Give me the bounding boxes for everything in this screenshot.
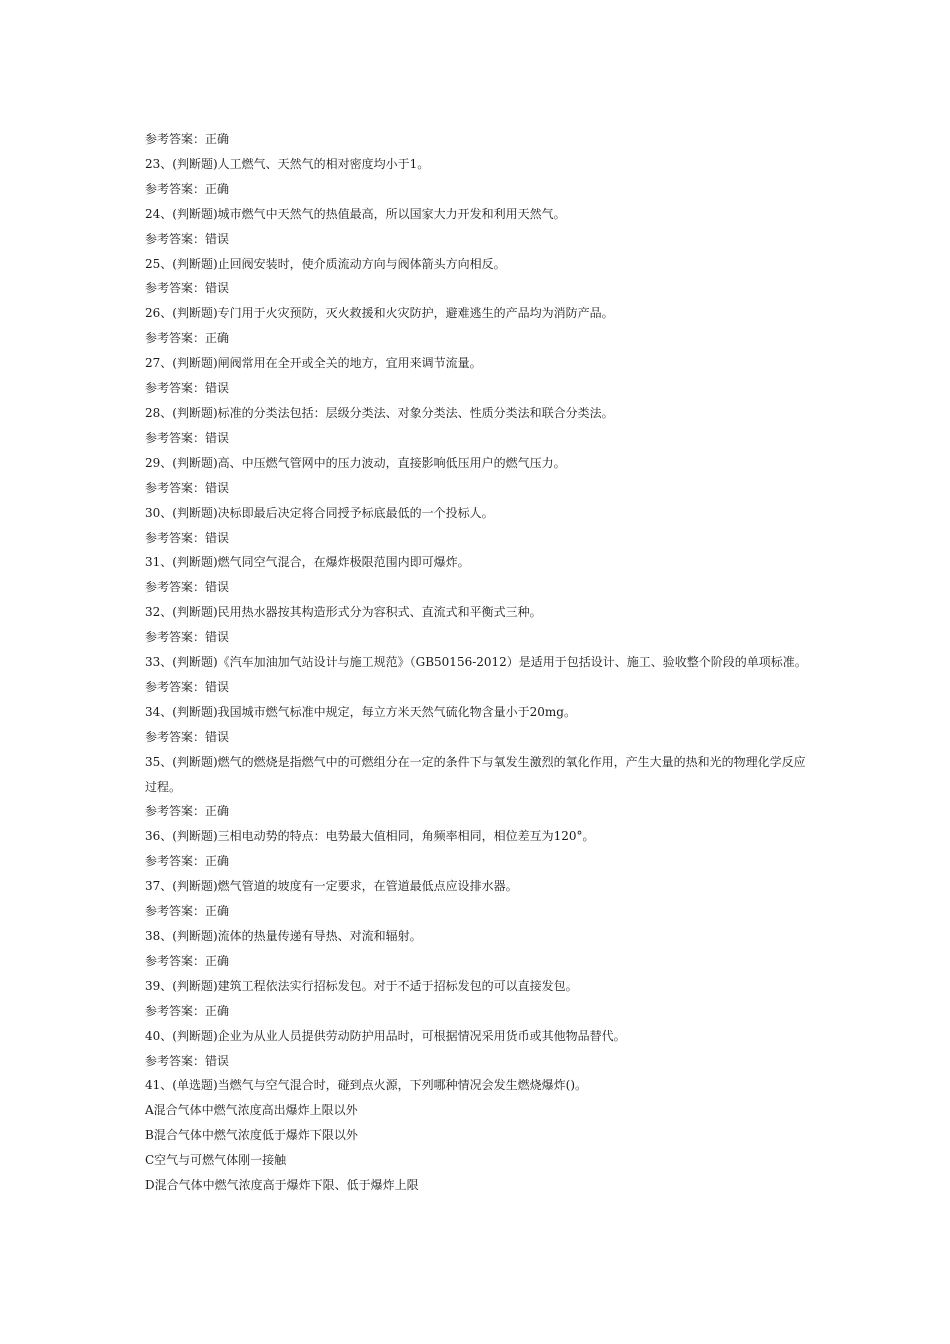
answer-line: 参考答案：正确 (145, 904, 230, 919)
question-30: 30、(判断题)决标即最后决定将合同授予标底最低的一个投标人。 (145, 505, 494, 520)
answer-line: 参考答案：错误 (145, 381, 230, 396)
question-41: 41、(单选题)当燃气与空气混合时，碰到点火源，下列哪种情况会发生燃烧爆炸()。 (145, 1078, 587, 1093)
question-39: 39、(判断题)建筑工程依法实行招标发包。对于不适于招标发包的可以直接发包。 (145, 978, 578, 993)
question-23: 23、(判断题)人工燃气、天然气的相对密度均小于1。 (145, 156, 430, 171)
answer-line: 参考答案：错误 (145, 580, 230, 595)
answer-line: 参考答案：错误 (145, 1053, 230, 1068)
question-29: 29、(判断题)高、中压燃气管网中的压力波动，直接影响低压用户的燃气压力。 (145, 455, 566, 470)
answer-line: 参考答案：错误 (145, 480, 230, 495)
question-36: 36、(判断题)三相电动势的特点：电势最大值相同，角频率相同，相位差互为120°。 (145, 829, 595, 844)
question-25: 25、(判断题)止回阀安装时，使介质流动方向与阀体箭头方向相反。 (145, 256, 506, 271)
answer-line: 参考答案：正确 (145, 854, 230, 869)
question-32: 32、(判断题)民用热水器按其构造形式分为容积式、直流式和平衡式三种。 (145, 605, 542, 620)
question-40: 40、(判断题)企业为从业人员提供劳动防护用品时，可根据情况采用货币或其他物品替代。 (145, 1028, 626, 1043)
answer-line: 参考答案：错误 (145, 679, 230, 694)
exam-content (145, 127, 810, 1198)
question-35: 35、(判断题)燃气的燃烧是指燃气中的可燃组分在一定的条件下与氧发生激烈的氧化作用，产生大量的热和光的物理化学反应过程。 (145, 754, 806, 794)
question-33: 33、(判断题)《汽车加油加气站设计与施工规范》（GB50156-2012）是适用于包括设计、施工、验收整个阶段的单项标准。 (145, 655, 807, 670)
question-24: 24、(判断题)城市燃气中天然气的热值最高，所以国家大力开发和利用天然气。 (145, 206, 566, 221)
answer-line: 参考答案：错误 (145, 231, 230, 246)
question-38: 38、(判断题)流体的热量传递有导热、对流和辐射。 (145, 929, 422, 943)
question-37: 37、(判断题)燃气管道的坡度有一定要求，在管道最低点应设排水器。 (145, 879, 518, 894)
answer-line: 参考答案：错误 (145, 281, 230, 296)
answer-line: 参考答案：正确 (145, 953, 230, 968)
answer-line: 参考答案：错误 (145, 630, 230, 645)
question-28: 28、(判断题)标准的分类法包括：层级分类法、对象分类法、性质分类法和联合分类法。 (145, 405, 614, 420)
question-27: 27、(判断题)闸阀常用在全开或全关的地方，宜用来调节流量。 (145, 356, 482, 371)
answer-line: 参考答案：正确 (145, 181, 230, 196)
option-a: A混合气体中燃气浓度高出爆炸上限以外 (145, 1103, 358, 1118)
question-31: 31、(判断题)燃气同空气混合，在爆炸极限范围内即可爆炸。 (145, 555, 470, 570)
option-c: C空气与可燃气体刚一接触 (145, 1153, 287, 1168)
question-34: 34、(判断题)我国城市燃气标准中规定，每立方米天然气硫化物含量小于20mg。 (145, 704, 576, 719)
question-26: 26、(判断题)专门用于火灾预防，灭火救援和火灾防护，避难逃生的产品均为消防产品。 (145, 306, 614, 321)
option-d: D混合气体中燃气浓度高于爆炸下限、低于爆炸上限 (145, 1178, 419, 1193)
answer-line: 参考答案：正确 (145, 331, 230, 346)
answer-line: 参考答案：错误 (145, 729, 230, 744)
answer-line: 参考答案：错误 (145, 430, 230, 445)
answer-line: 参考答案：错误 (145, 530, 230, 545)
option-b: B混合气体中燃气浓度低于爆炸下限以外 (145, 1128, 358, 1143)
answer-line: 参考答案：正确 (145, 804, 230, 819)
answer-line: 参考答案：正确 (145, 132, 230, 146)
answer-line: 参考答案：正确 (145, 1003, 230, 1018)
